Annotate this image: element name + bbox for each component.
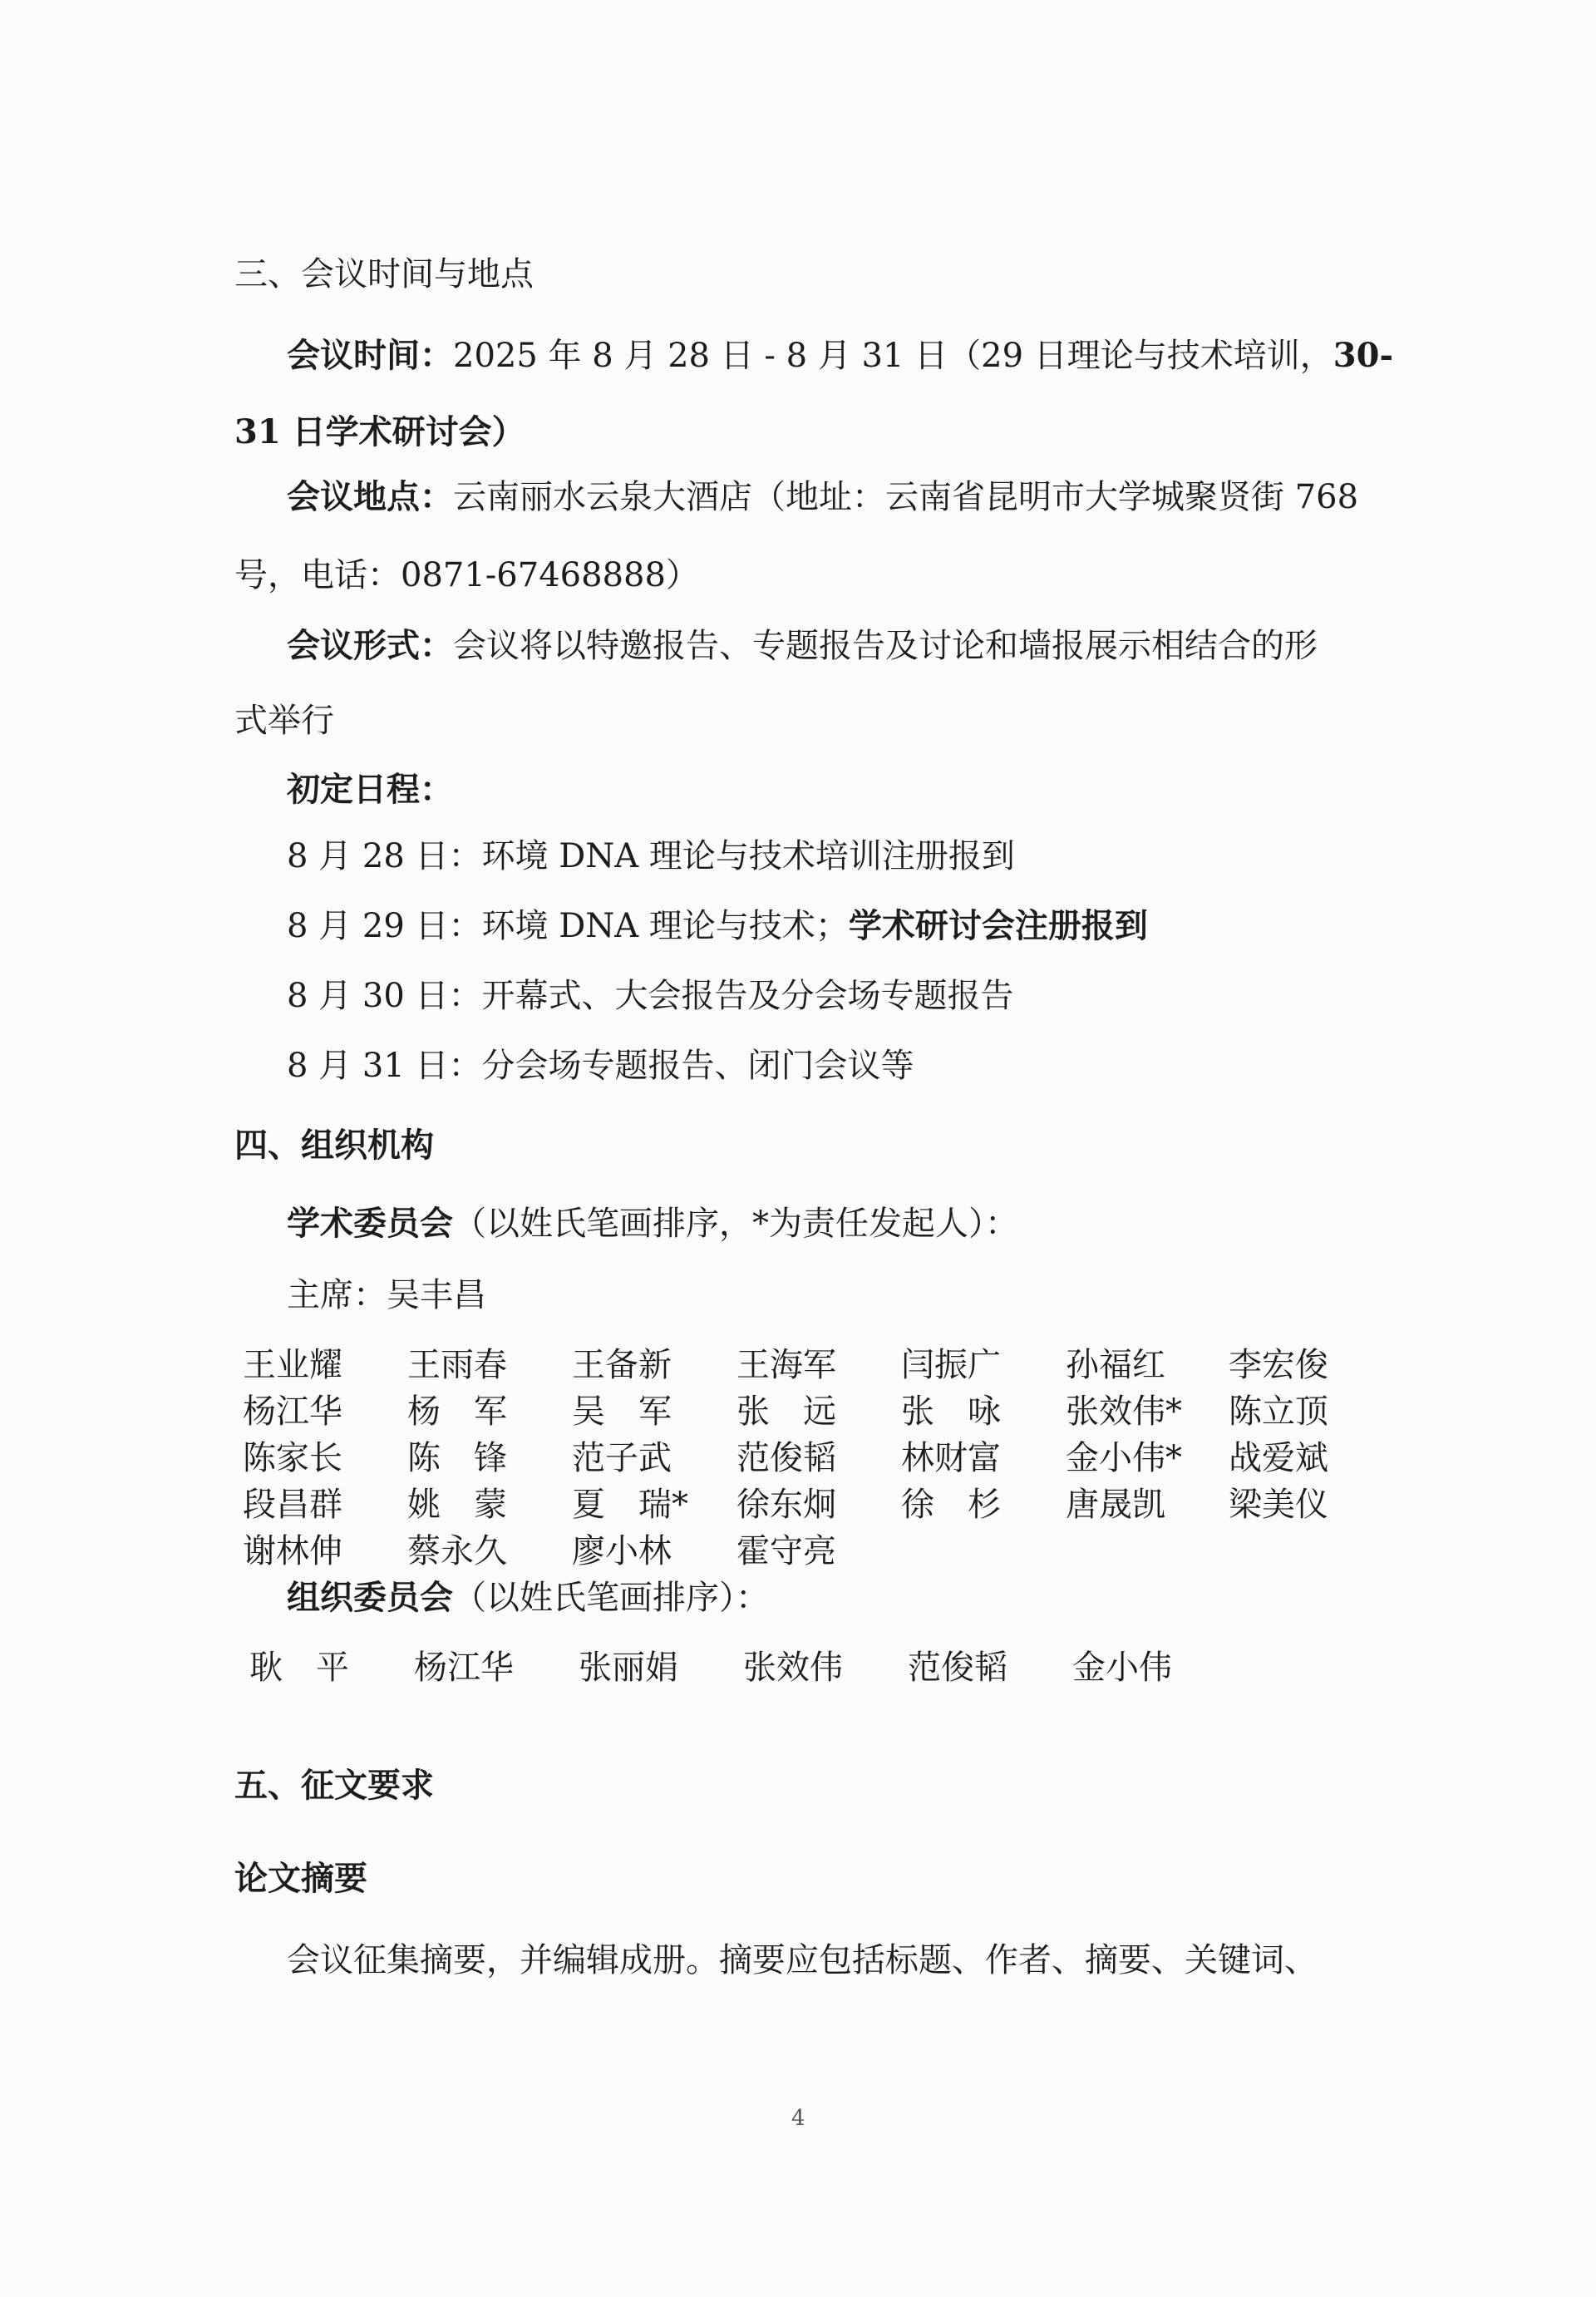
schedule-date: 8 月 28 日：: [287, 837, 482, 875]
member-name: 林财富: [901, 1439, 1001, 1477]
schedule-text: 开幕式、大会报告及分会场专题报告: [481, 977, 1014, 1015]
member-name: 陈家长: [243, 1439, 342, 1477]
meeting-place-label: 会议地点：: [287, 477, 453, 516]
abstract-subheading: 论文摘要: [234, 1859, 367, 1898]
member-name: 徐 杉: [901, 1486, 1001, 1524]
member-name: 金小伟: [1072, 1649, 1172, 1687]
organizing-committee-label: 组织委员会: [287, 1578, 453, 1617]
member-name: 闫振广: [901, 1346, 1001, 1384]
schedule-item: [287, 979, 1014, 1013]
meeting-form-paragraph: [287, 626, 1318, 665]
member-name: 张 远: [736, 1392, 836, 1431]
schedule-text: 环境 DNA 理论与技术；: [481, 907, 849, 945]
meeting-time-line2-bold: 31: [234, 412, 281, 451]
academic-committee-label: 学术委员会: [287, 1204, 453, 1243]
meeting-form-label: 会议形式：: [287, 626, 453, 665]
member-name: 霍守亮: [736, 1532, 836, 1570]
member-name: 姚 蒙: [407, 1486, 507, 1524]
organizing-committee-note: （以姓氏笔画排序）：: [453, 1579, 769, 1617]
member-name: 吴 军: [572, 1392, 672, 1431]
member-name: 杨 军: [407, 1392, 507, 1431]
meeting-place-line2: 号，电话：0871-67468888）: [234, 556, 699, 594]
schedule-title: 初定日程：: [287, 770, 453, 809]
abstract-paragraph: 会议征集摘要，并编辑成册。摘要应包括标题、作者、摘要、关键词、: [287, 1941, 1318, 1979]
meeting-form-text: 会议将以特邀报告、专题报告及讨论和墙报展示相结合的形: [453, 627, 1318, 665]
organizing-committee-title: [287, 1578, 769, 1617]
member-name: 张效伟*: [1066, 1392, 1182, 1431]
member-name: 王备新: [572, 1346, 672, 1384]
schedule-item: [287, 1047, 914, 1085]
meeting-form-line2: 式举行: [234, 702, 334, 740]
member-name: 杨江华: [243, 1392, 342, 1431]
member-name: 张 咏: [901, 1392, 1001, 1431]
member-name: 陈 锋: [407, 1439, 507, 1477]
member-name: 李宏俊: [1229, 1346, 1328, 1384]
meeting-place-paragraph: [287, 477, 1359, 516]
schedule-bold-text: 学术研讨会注册报到: [848, 906, 1148, 945]
member-name: 陈立顶: [1229, 1392, 1328, 1431]
academic-committee-title: [287, 1204, 1018, 1243]
member-name: 夏 瑞*: [572, 1486, 688, 1524]
member-name: 蔡永久: [407, 1532, 507, 1570]
schedule-item: [287, 906, 1148, 945]
academic-committee-note: （以姓氏笔画排序，*为责任发起人）：: [453, 1205, 1018, 1243]
member-name: 廖小林: [572, 1532, 672, 1570]
member-name: 孙福红: [1066, 1346, 1165, 1384]
schedule-item: [287, 837, 1015, 875]
meeting-time-line2: [234, 412, 525, 451]
page-number: 4: [791, 2106, 805, 2131]
member-name: 谢林伸: [243, 1532, 342, 1570]
meeting-time-label: 会议时间：: [287, 336, 453, 375]
schedule-date: 8 月 29 日：: [287, 907, 482, 945]
section-4-heading: 四、组织机构: [234, 1126, 434, 1165]
member-name: 杨江华: [414, 1649, 514, 1687]
schedule-date: 8 月 30 日：: [287, 977, 482, 1015]
member-name: 战爱斌: [1229, 1439, 1328, 1477]
member-name: 范俊韬: [736, 1439, 836, 1477]
meeting-time-paragraph: [287, 336, 1394, 375]
schedule-text: 环境 DNA 理论与技术培训注册报到: [481, 837, 1015, 875]
member-name: 金小伟*: [1066, 1439, 1182, 1477]
member-name: 范子武: [572, 1439, 672, 1477]
schedule-date: 8 月 31 日：: [287, 1047, 482, 1085]
meeting-time-bold-tail: 30-: [1332, 336, 1394, 375]
member-name: 王业耀: [243, 1346, 342, 1384]
academic-committee-chair: 主席：吴丰昌: [287, 1276, 486, 1314]
member-name: 耿 平: [249, 1649, 349, 1687]
member-name: 范俊韬: [908, 1649, 1007, 1687]
meeting-time-line2-rest: 日学术研讨会）: [280, 412, 525, 451]
member-name: 唐晟凯: [1066, 1486, 1165, 1524]
meeting-place-text: 云南丽水云泉大酒店（地址：云南省昆明市大学城聚贤街 768: [453, 478, 1359, 516]
section-5-heading: 五、征文要求: [234, 1766, 434, 1805]
member-name: 段昌群: [243, 1486, 342, 1524]
member-name: 王海军: [736, 1346, 836, 1384]
member-name: 张效伟: [743, 1649, 843, 1687]
section-3-heading: 三、会议时间与地点: [234, 255, 534, 293]
schedule-text: 分会场专题报告、闭门会议等: [481, 1047, 914, 1085]
member-name: 徐东炯: [736, 1486, 836, 1524]
meeting-time-text: 2025 年 8 月 28 日 - 8 月 31 日（29 日理论与技术培训，: [453, 337, 1333, 375]
member-name: 张丽娟: [579, 1649, 678, 1687]
member-name: 王雨春: [407, 1346, 507, 1384]
member-name: 梁美仪: [1229, 1486, 1328, 1524]
